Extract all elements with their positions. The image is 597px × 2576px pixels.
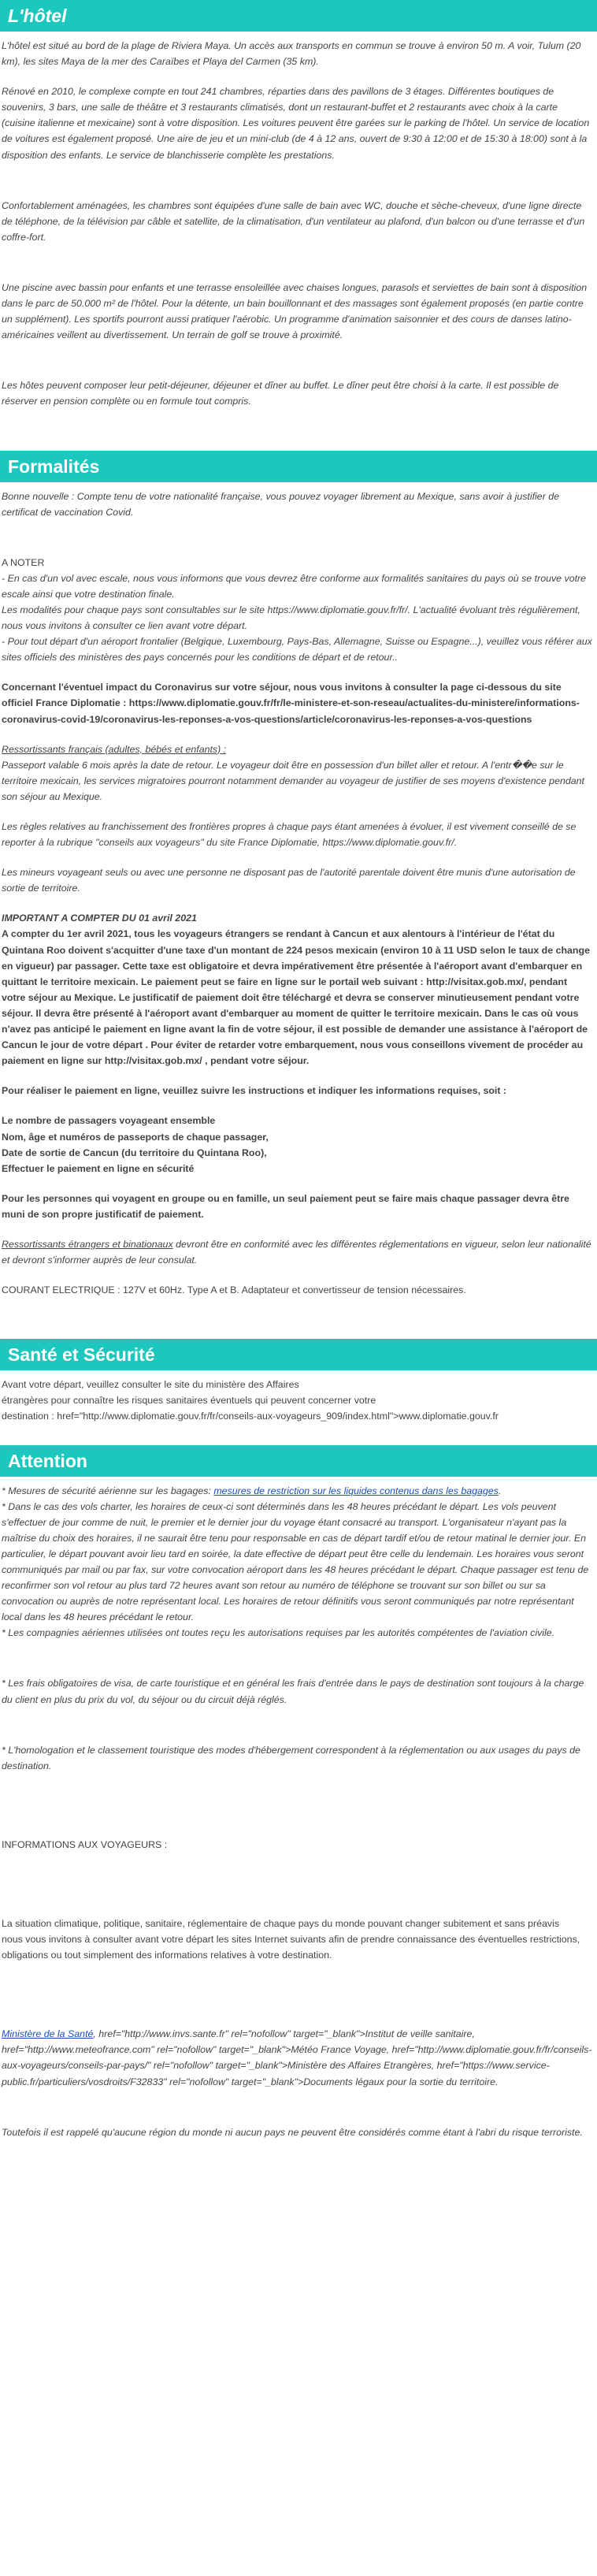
bagage-prefix: * Mesures de sécurité aérienne sur les bagages: [2,1485,214,1496]
covid-notice: Concernant l'éventuel impact du Coronavirus sur votre séjour, nous vous invitons à consulter la page ci-dessous du site officiel France Diplomatie : https://www.diplomatie.gouv.fr/fr/le-ministere-et-son-reseau/actualites-du-ministere/informations-coronavirus-covid-19/coronavirus-les-reponses-a-vos-questions/article/coronavirus-les-reponses-a-vos-questions [2,682,580,725]
situation-line: nous vous invitons à consulter avant votre départ les sites Internet suivants afin de prendre connaissance des éventuelles restrictions, obligations ou tout simplement des informations relatives à votre destination. [2,1934,580,1961]
ressortissants-title: Ressortissants français (adultes, bébés et enfants) : [2,743,227,755]
etrangers-text: devront être en conformité avec les différentes réglementations en vigueur, selon leur nationalité et devront s'informer auprès de leur consulat. [2,1238,591,1266]
bagage-restriction-link[interactable]: mesures de restriction sur les liquides contenus dans les bagages [213,1485,499,1496]
sante-line: étrangères pour connaître les risques sanitaires éventuels qui peuvent concerner votre [2,1395,376,1407]
ministere-sante-link[interactable]: Ministère de la Santé [2,2028,94,2040]
paiement-item: Date de sortie de Cancun (du territoire du Quintana Roo), [2,1147,267,1158]
ministere-paragraph [2,2026,592,2089]
compagnies-text: * Les compagnies aériennes utilisées ont toutes reçu les autorisations requises par les autorités compétentes de l'aviation civile. [2,1627,555,1639]
section-formalites [0,451,597,1340]
anoter-line: - En cas d'un vol avec escale, nous vous informons que vous devrez être conforme aux formalités sanitaires du pays où se trouve votre escale ainsi que votre destination finale. [2,572,587,600]
homologation-text: * L'homologation et le classement touristique des modes d'hébergement correspondent à la réglementation ou aux usages du pays de destination. [2,1744,580,1771]
etrangers-underline: Ressortissants étrangers et binationaux [2,1238,173,1250]
important-title: IMPORTANT A COMPTER DU 01 avril 2021 [2,913,197,924]
sante-content [0,1370,597,1444]
important-text: A compter du 1er avril 2021, tous les voyageurs étrangers se rendant à Cancun et aux alentours à l'intérieur de l'état du Quintana Roo doivent s'acquitter d'une taxe d'un montant de 224 pesos mexicain (environ 10 à 11 USD selon le taux de change en vigueur) par passager. Cette taxe est obligatoire et devra impérativement être présentée à l'aéroport avant d'embarquer en quittant le territoire mexicain. Le paiement peut se faire en ligne sur le portail web suivant : http://visitax.gob.mx/, pendant votre séjour au Mexique. Le justificatif de paiement doit être téléchargé et devra se conserver minutieusement pendant votre séjour. Il devra être présenté à l'aéroport avant d'embarquer au moment de quitter le territoire mexicain. Dans le cas où vous n'avez pas anticipé le paiement en ligne avant la fin de votre séjour, il est possible de demander une assistance à l'aéroport de Cancun le jour de votre départ . Pour éviter de retarder votre embarquement, nous vous conseillons vivement de procéder au paiement en ligne sur http://visitax.gob.mx/ , pendant votre séjour. [2,928,590,1067]
vols-text: * Dans le cas des vols charter, les horaires de ceux-ci sont déterminés dans les 48 heures précédant le départ. Les vols peuvent s'effectuer de jour comme de nuit, le premier et le dernier jour du voyage étant consacré au transport. L'organisateur n'ayant pas la maîtrise du choix des horaires, il ne saurait être tenu pour responsable en cas de départ tardif et/ou de retour matinal le dernier jour. En particulier, le départ pouvant avoir lieu tard en soirée, la date effective de départ peut être celle du lendemain. Les horaires vous seront communiqués par mail ou par fax, sur votre convocation aéroport dans les 48 heures précédant le départ. Chaque passager est tenu de reconfirmer son vol retour au plus tard 72 heures avant son retour au numéro de téléphone se trouvant sur son billet ou sur sa convocation ou auprès de notre représentant local. Les horaires de retour définitifs vous seront communiqués par notre représentant local dans les 48 heures précédant le retour. [2,1500,589,1623]
section-title-attention: Attention [0,1445,597,1477]
hotel-content [0,32,597,451]
formalites-intro: Bonne nouvelle : Compte tenu de votre nationalité française, vous pouvez voyager librement au Mexique, sans avoir à justifier de certificat de vaccination Covid. [2,490,560,518]
section-attention [0,1445,597,2161]
groupe-text: Pour les personnes qui voyagent en groupe ou en famille, un seul paiement peut se faire mais chaque passager devra être muni de son propre justificatif de paiement. [2,1192,569,1220]
section-sante [0,1339,597,1444]
hotel-paragraph-rooms: Confortablement aménagées, les chambres sont équipées d'une salle de bain avec WC, douche et sèche-cheveux, d'une ligne directe de téléphone, de la télévision par câble et satellite, de la climatisation, d'un ventilateur au plafond, d'un balcon ou d'une terrasse et d'un coffre-fort. [2,199,585,243]
bagage-suffix: . [498,1485,502,1496]
situation-line: La situation climatique, politique, sanitaire, réglementaire de chaque pays du monde pouvant changer subitement et sans préavis [2,1917,560,1929]
etrangers-paragraph [2,1236,592,1268]
ressortissants-text: Passeport valable 6 mois après la date de retour. Le voyageur doit être en possession d'un billet aller et retour. A l'entr��e sur le territoire mexicain, les services migratoires pourront notamment demander au voyageur de justifier de ses moyens d'existence pendant son séjour au Mexique. [2,759,584,802]
paiement-item: Effectuer le paiement en ligne en sécurité [2,1162,195,1174]
hotel-paragraph-leisure: Une piscine avec bassin pour enfants et une terrasse ensoleillée avec chaises longues, parasols et serviettes de bain sont à disposition dans le parc de 50.000 m² de l'hôtel. Pour la détente, un bain bouillonnant et des massages sont également proposés (en partie contre un supplément). Les sportifs pourront aussi pratiquer l'aérobic. Un programme d'animation saisonnier et des cours de danses latino-américaines veillent au divertissement. Un terrain de golf se trouve à proximité. [2,281,588,341]
attention-content [0,1477,597,2161]
formalites-content [0,482,597,1340]
anoter-line: - Pour tout départ d'un aéroport frontalier (Belgique, Luxembourg, Pays-Bas, Allemagne, Suisse ou Espagne...), veuillez vous référer aux sites officiels des ministères des pays concernés pour les conditions de départ et de retour.. [2,636,592,664]
section-title-hotel: L'hôtel [0,0,597,32]
bagage-paragraph [2,1483,592,1499]
hotel-paragraph-location: L'hôtel est situé au bord de la plage de Riviera Maya. Un accès aux transports en commun se trouve à environ 50 m. A voir, Tulum (20 km), les sites Maya de la mer des Caraïbes et Playa del Carmen (35 km). [2,40,581,68]
paiement-intro: Pour réaliser le paiement en ligne, veuillez suivre les instructions et indiquer les informations requises, soit : [2,1085,507,1097]
ministere-text: , href="http://www.invs.sante.fr" rel="nofollow" target="_blank">Institut de veille sanitaire, href="http://www.meteofrance.com" rel="nofollow" target="_blank">Météo France Voyage, href="http://www.diplomatie.gouv.fr/fr/conseils-aux-voyageurs/conseils-par-pays/" rel="nofollow" target="_blank">Ministère des Affaires Etrangères, href="https://www.service-public.fr/particuliers/vosdroits/F32833" rel="nofollow" target="_blank">Documents légaux pour la sortie du territoire. [2,2028,592,2087]
infos-title: INFORMATIONS AUX VOYAGEURS : [2,1838,168,1850]
sante-line: Avant votre départ, veuillez consulter le site du ministère des Affaires [2,1379,299,1391]
anoter-line: Les modalités pour chaque pays sont consultables sur le site https://www.diplomatie.gouv.fr/fr/. L'actualité évoluant très régulièrement, nous vous invitons à consulter ce lien avant votre départ. [2,604,580,632]
frontieres-text: Les règles relatives au franchissement des frontières propres à chaque pays étant amenées à évoluer, il est vivement conseillé de se reporter à la rubrique "conseils aux voyageurs" du site France Diplomatie, https://www.diplomatie.gouv.fr/. [2,821,577,849]
section-title-formalites: Formalités [0,451,597,482]
anoter-title: A NOTER [2,556,45,568]
frais-text: * Les frais obligatoires de visa, de carte touristique et en général les frais d'entrée dans le pays de destination sont toujours à la charge du client en plus du prix du vol, du séjour ou du circuit déjà réglés. [2,1678,584,1705]
paiement-item: Le nombre de passagers voyageant ensemble [2,1115,216,1127]
mineurs-text: Les mineurs voyageant seuls ou avec une personne ne disposant pas de l'autorité parentale doivent être munis d'une autorisation de sortie de territoire. [2,867,576,894]
section-hotel [0,0,597,451]
hotel-paragraph-facilities: Rénové en 2010, le complexe compte en tout 241 chambres, réparties dans des pavillons de 3 étages. Différentes boutiques de souvenirs, 3 bars, une salle de théâtre et 3 restaurants climatisés, dont un restaurant-buffet et 2 restaurants avec choix à la carte (cuisine italienne et mexicaine) sont à votre disposition. Les voitures peuvent être garées sur le parking de l'hôtel. Un service de location de voitures est également proposé. Une aire de jeu et un mini-club (de 4 à 12 ans, ouvert de 9:30 à 12:00 et de 15:30 à 18:00) sont à la disposition des enfants. Le service de blanchisserie complète les prestations. [2,86,590,161]
section-title-sante: Santé et Sécurité [0,1339,597,1370]
paiement-item: Nom, âge et numéros de passeports de chaque passager, [2,1131,269,1143]
terrorisme-text: Toutefois il est rappelé qu'aucune région du monde ni aucun pays ne peuvent être considérés comme étant à l'abri du risque terroriste. [2,2126,583,2138]
hotel-paragraph-meals: Les hôtes peuvent composer leur petit-déjeuner, déjeuner et dîner au buffet. Le dîner peut être choisi à la carte. Il est possible de réserver en pension complète ou en formule tout compris. [2,380,559,407]
sante-line: destination : href="http://www.diplomatie.gouv.fr/fr/conseils-aux-voyageurs_909/index.html">www.diplomatie.gouv.fr [2,1411,499,1422]
courant-text: COURANT ELECTRIQUE : 127V et 60Hz. Type A et B. Adaptateur et convertisseur de tension nécessaires. [2,1284,466,1296]
